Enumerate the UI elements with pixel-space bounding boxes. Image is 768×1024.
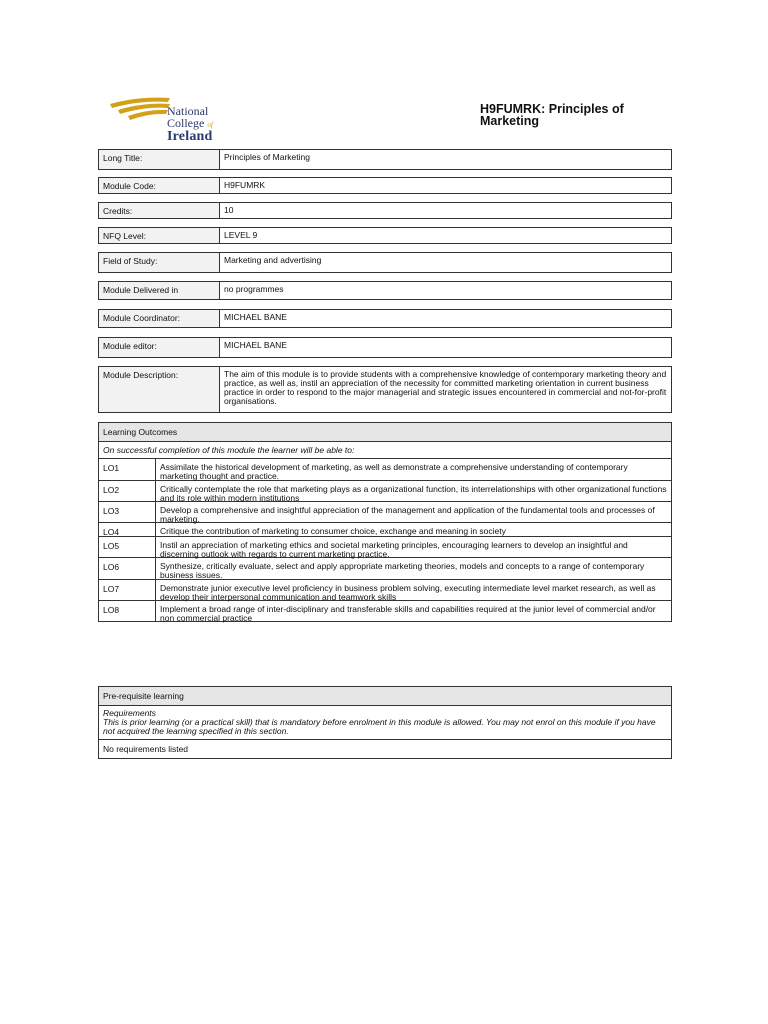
lo-code: LO4: [99, 523, 156, 536]
field-label: Credits:: [99, 203, 220, 218]
requirements-title: Requirements: [103, 708, 156, 718]
field-value: 10: [224, 205, 234, 215]
field-value: MICHAEL BANE: [224, 312, 287, 322]
lo-code: LO6: [99, 558, 156, 579]
logo-wordmark: [167, 105, 213, 143]
field-description: [98, 366, 672, 413]
table-row: [99, 481, 671, 502]
logo-line-3: Ireland: [167, 129, 213, 144]
field-coordinator: [98, 309, 672, 328]
field-editor: [98, 337, 672, 358]
requirements-block: [99, 706, 671, 740]
field-value: LEVEL 9: [224, 230, 258, 240]
lo-text: Develop a comprehensive and insightful appreciation of the management and application of the fundamental tools and processes of marketing.: [160, 505, 655, 524]
table-row: [99, 459, 671, 481]
field-label: Field of Study:: [99, 253, 220, 272]
lo-code: LO5: [99, 537, 156, 557]
learning-outcomes-header: Learning Outcomes: [99, 423, 671, 442]
field-label: Module Delivered in: [99, 282, 220, 299]
lo-code: LO8: [99, 601, 156, 621]
field-label: Module Code:: [99, 178, 220, 193]
field-delivered-in: [98, 281, 672, 300]
page-title: H9FUMRK: Principles of Marketing: [480, 102, 624, 128]
lo-text: Instil an appreciation of marketing ethics and societal marketing principles, encouraging learners to develop an insightful and discerning outlook with regards to current marketing practice.: [160, 540, 628, 559]
lo-text: Demonstrate junior executive level proficiency in business problem solving, executing intermediate level market research, as well as develop their interpersonal communication and teamwork skills: [160, 583, 656, 602]
no-requirements: No requirements listed: [103, 744, 189, 754]
table-row: [99, 601, 671, 621]
field-module-code: [98, 177, 672, 194]
prerequisite-table: [98, 686, 672, 759]
field-value: The aim of this module is to provide students with a comprehensive knowledge of contemporary marketing theory and practice, as well as, instil an appreciation of the necessity for committed marketing orientation in current business practice in order to respond to the major managerial and strategic issues encountered in commercial and not-for-profit organisations.: [224, 369, 667, 406]
lo-text: Assimilate the historical development of marketing, as well as demonstrate a comprehensive understanding of contemporary marketing thought and practice.: [160, 462, 628, 481]
lo-text: Implement a broad range of inter-disciplinary and transferable skills and capabilities required at the junior level of commercial and/or non commercial practice: [160, 604, 656, 623]
lo-text: Synthesize, critically evaluate, select and apply appropriate marketing theories, models and concepts to a range of contemporary business issues.: [160, 561, 645, 580]
field-credits: [98, 202, 672, 219]
field-value: MICHAEL BANE: [224, 340, 287, 350]
lo-code: LO2: [99, 481, 156, 501]
lo-code: LO3: [99, 502, 156, 522]
prerequisite-header: Pre-requisite learning: [99, 687, 671, 706]
field-label: Module editor:: [99, 338, 220, 357]
logo-line-2: College of: [167, 116, 213, 130]
field-value: H9FUMRK: [224, 180, 266, 190]
field-field-of-study: [98, 252, 672, 273]
field-nfq-level: [98, 227, 672, 244]
field-label: Long Title:: [99, 150, 220, 169]
table-row: [99, 523, 671, 537]
learning-outcomes-intro: On successful completion of this module the learner will be able to:: [99, 442, 671, 459]
table-row: [99, 558, 671, 580]
field-long-title: [98, 149, 672, 170]
field-value: Marketing and advertising: [224, 255, 322, 265]
field-label: Module Description:: [99, 367, 220, 412]
field-label: Module Coordinator:: [99, 310, 220, 327]
field-value: no programmes: [224, 284, 284, 294]
requirements-text: This is prior learning (or a practical skill) that is mandatory before enrolment in this module is allowed. You may not enrol on this module if you have not acquired the learning specified in this section.: [103, 717, 656, 736]
logo-line-1: National: [167, 104, 209, 118]
lo-code: LO7: [99, 580, 156, 600]
lo-text: Critique the contribution of marketing to consumer choice, exchange and meaning in society: [160, 526, 506, 536]
field-value: Principles of Marketing: [224, 152, 310, 162]
table-row: [99, 502, 671, 523]
table-row: [99, 580, 671, 601]
table-row: [99, 537, 671, 558]
field-label: NFQ Level:: [99, 228, 220, 243]
lo-text: Critically contemplate the role that marketing plays as a organizational function, its interrelationships with other organizational functions and its role within modern institutions: [160, 484, 667, 503]
learning-outcomes-table: [98, 422, 672, 622]
lo-code: LO1: [99, 459, 156, 480]
